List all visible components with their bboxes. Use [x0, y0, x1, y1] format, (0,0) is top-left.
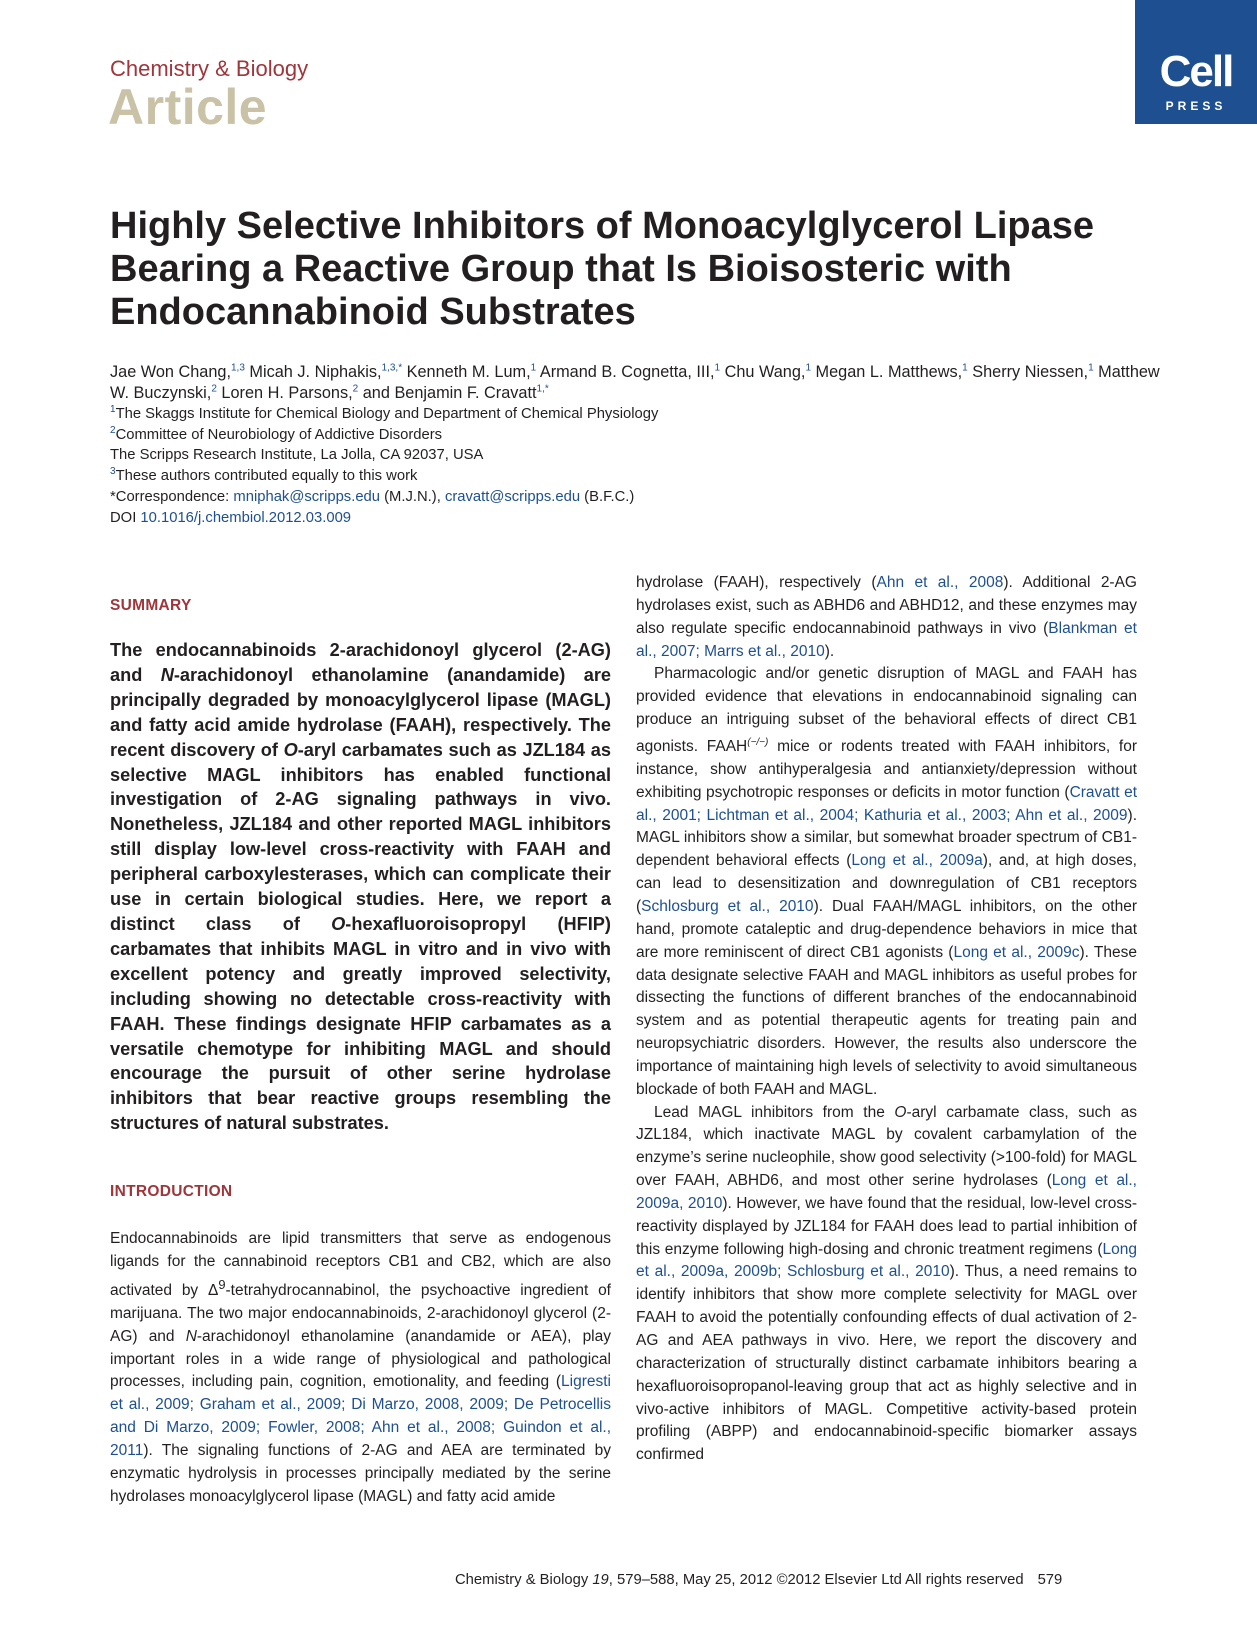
email-link-1[interactable]: mniphak@scripps.edu [233, 488, 381, 505]
institution: The Scripps Research Institute, La Jolla, CA 92037, USA [110, 447, 484, 464]
reference-link[interactable]: Cravatt et al., 2001; Lichtman et al., 2004; Kathuria et al., 2003; Ahn et al., 2009 [636, 783, 1137, 824]
logo-word: Cell [1159, 47, 1233, 96]
author-list [110, 362, 1170, 404]
reference-link[interactable]: Long et al., 2009c [953, 943, 1080, 961]
summary-text: The endocannabinoids 2-arachidonoyl glycerol (2-AG) and N-arachidonoyl ethanolamine (anandamide) are principally degraded by monoacylglycerol lipase (MAGL) and fatty acid amide hydrolase (FAAH), respectively. The recent discovery of O-aryl carbamates such as JZL184 as selective MAGL inhibitors has enabled functional investigation of 2-AG signaling pathways in vivo. Nonetheless, JZL184 and other reported MAGL inhibitors still display low-level cross-reactivity with FAAH and peripheral carboxylesterases, which can complicate their use in certain biological studies. Here, we report a distinct class of O-hexafluoroisopropyl (HFIP) carbamates that inhibits MAGL in vitro and in vivo with excellent potency and greatly improved selectivity, including showing no detectable cross-reactivity with FAAH. These findings designate HFIP carbamates as a versatile chemotype for inhibiting MAGL and should encourage the pursuit of other serine hydrolase inhibitors that bear reactive groups resembling the structures of natural substrates. [110, 640, 612, 1134]
article-title: Highly Selective Inhibitors of Monoacylglycerol Lipase Bearing a Reactive Group that Is Bioisosteric with Endocannabinoid Substrates [110, 205, 1095, 333]
doi-link[interactable]: 10.1016/j.chembiol.2012.03.009 [140, 509, 352, 526]
left-column [110, 596, 611, 1508]
author: Matthew W. Buczynski,$^2$ [110, 363, 1160, 402]
equal-contribution-note: $^3$These authors contributed equally to this work [110, 466, 418, 485]
body-paragraph: Lead MAGL inhibitors from the O-aryl carbamate class, such as JZL184, which inactivate MAGL by covalent carbamylation of the enzyme’s serine nucleophile, show good selectivity (>100-fold) for MAGL over FAAH, ABHD6, and most other serine hydrolases (Long et al., 2009a, 2010). However, we have found that the residual, low-level cross-reactivity displayed by JZL184 for FAAH does lead to partial inhibition of this enzyme following high-dosing and chronic treatment regimens (Long et al., 2009a, 2009b; Schlosburg et al., 2010). Thus, a need remains to identify inhibitors that show more complete selectivity for MAGL over FAAH to avoid the potentially confounding effects of dual activation of 2-AG and AEA pathways in vivo. Here, we report the discovery and characterization of structurally distinct carbamate inhibitors bearing a hexafluoroisopropanol-leaving group that act as highly selective and in vivo-active inhibitors of MAGL. Competitive activity-based protein profiling (ABPP) and endocannabinoid-specific biomarker assays confirmed [636, 1103, 1137, 1464]
correspondence: *Correspondence: mniphak@scripps.edu (M.J.N.), cravatt@scripps.edu (B.F.C.) [110, 488, 635, 505]
author: Megan L. Matthews,$^1$ [815, 362, 968, 381]
affiliations [110, 404, 1110, 528]
author: and Benjamin F. Cravatt$^{1,*}$ [362, 383, 549, 402]
doi: DOI 10.1016/j.chembiol.2012.03.009 [110, 509, 352, 526]
article-type-label: Article [108, 79, 268, 135]
journal-name: Chemistry & Biology [110, 56, 309, 81]
page-footer: Chemistry & Biology 19, 579–588, May 25, 2012 ©2012 Elsevier Ltd All rights reserved 579 [455, 1572, 1063, 1588]
author: Kenneth M. Lum,$^1$ [406, 362, 537, 381]
right-column [636, 572, 1137, 1467]
author: Chu Wang,$^1$ [724, 362, 811, 381]
reference-link[interactable]: Long et al., 2009a [851, 852, 983, 870]
reference-link[interactable]: Long et al., 2009a, 2009b; Schlosburg et al., 2010 [636, 1240, 1137, 1281]
reference-link[interactable]: Long et al., 2009a, 2010 [636, 1172, 1137, 1212]
email-link-2[interactable]: cravatt@scripps.edu [444, 488, 581, 505]
affiliation-2: $^2$Committee of Neurobiology of Addictive Disorders [110, 424, 443, 443]
reference-link[interactable]: Blankman et al., 2007; Marrs et al., 2010 [636, 619, 1137, 660]
author: Jae Won Chang,$^{1,3}$ [110, 362, 245, 381]
summary-heading: SUMMARY [110, 597, 192, 614]
cell-press-logo [1135, 0, 1257, 124]
author: Loren H. Parsons,$^2$ [221, 383, 359, 402]
author: Armand B. Cognetta, III,$^1$ [539, 362, 721, 381]
author: Sherry Niessen,$^1$ [972, 362, 1094, 381]
body-paragraph: Pharmacologic and/or genetic disruption of MAGL and FAAH has provided evidence that elevations in endocannabinoid signaling can produce an intriguing subset of the behavioral effects of direct CB1 agonists. FAAH(−/−) mice or rodents treated with FAAH inhibitors, for instance, show antihyperalgesia and antianxiety/depression without exhibiting psychotropic responses or deficits in motor function (Cravatt et al., 2001; Lichtman et al., 2004; Kathuria et al., 2003; Ahn et al., 2009). MAGL inhibitors show a similar, but somewhat broader spectrum of CB1-dependent behavioral effects (Long et al., 2009a), and, at high doses, can lead to desensitization and downregulation of CB1 receptors (Schlosburg et al., 2010). Dual FAAH/MAGL inhibitors, on the other hand, promote cataleptic and drug-dependence behaviors in mice that are more reminiscent of direct CB1 agonists (Long et al., 2009c). These data designate selective FAAH and MAGL inhibitors as useful probes for dissecting the functions of different branches of the endocannabinoid system and as potential therapeutic agents for treating pain and neuropsychiatric disorders. However, the results also underscore the importance of maintaining high levels of selectivity to avoid simultaneous blockade of both FAAH and MAGL. [636, 665, 1137, 1098]
reference-link[interactable]: Schlosburg et al., 2010 [641, 897, 814, 915]
reference-link[interactable]: Ahn et al., 2008 [876, 574, 1004, 591]
author: Micah J. Niphakis,$^{1,3,*}$ [249, 362, 403, 381]
body-paragraph: hydrolase (FAAH), respectively (Ahn et al., 2008). Additional 2-AG hydrolases exist, such as ABHD6 and ABHD12, and these enzymes may also regulate specific endocannabinoid pathways in vivo (Blankman et al., 2007; Marrs et al., 2010). [636, 574, 1137, 660]
affiliation-1: $^1$The Skaggs Institute for Chemical Biology and Department of Chemical Physiology [110, 404, 659, 422]
introduction-paragraph: Endocannabinoids are lipid transmitters that serve as endogenous ligands for the cannabinoid receptors CB1 and CB2, which are also activated by $\Delta^9$-tetrahydrocannabinol, the psychoactive ingredient of marijuana. The two major endocannabinoids, 2-arachidonoyl glycerol (2-AG) and N-arachidonoyl ethanolamine (anandamide or AEA), play important roles in a wide range of physiological and pathological processes, including pain, cognition, emotionality, and feeding (Ligresti et al., 2009; Graham et al., 2009; Di Marzo, 2008, 2009; De Petrocellis and Di Marzo, 2009; Fowler, 2008; Ahn et al., 2008; Guindon et al., 2011). The signaling functions of 2-AG and AEA are terminated by enzymatic hydrolysis in processes principally mediated by the serine hydrolases monoacylglycerol lipase (MAGL) and fatty acid amide [110, 1230, 611, 1505]
page-number: 579 [1037, 1572, 1063, 1588]
introduction-heading: INTRODUCTION [110, 1183, 233, 1201]
logo-press: PRESS [1165, 99, 1227, 113]
reference-link[interactable]: Ligresti et al., 2009; Graham et al., 2009; Di Marzo, 2008, 2009; De Petrocellis and Di Marzo, 2009; Fowler, 2008; Ahn et al., 2008; Guindon et al., 2011 [110, 1373, 611, 1459]
